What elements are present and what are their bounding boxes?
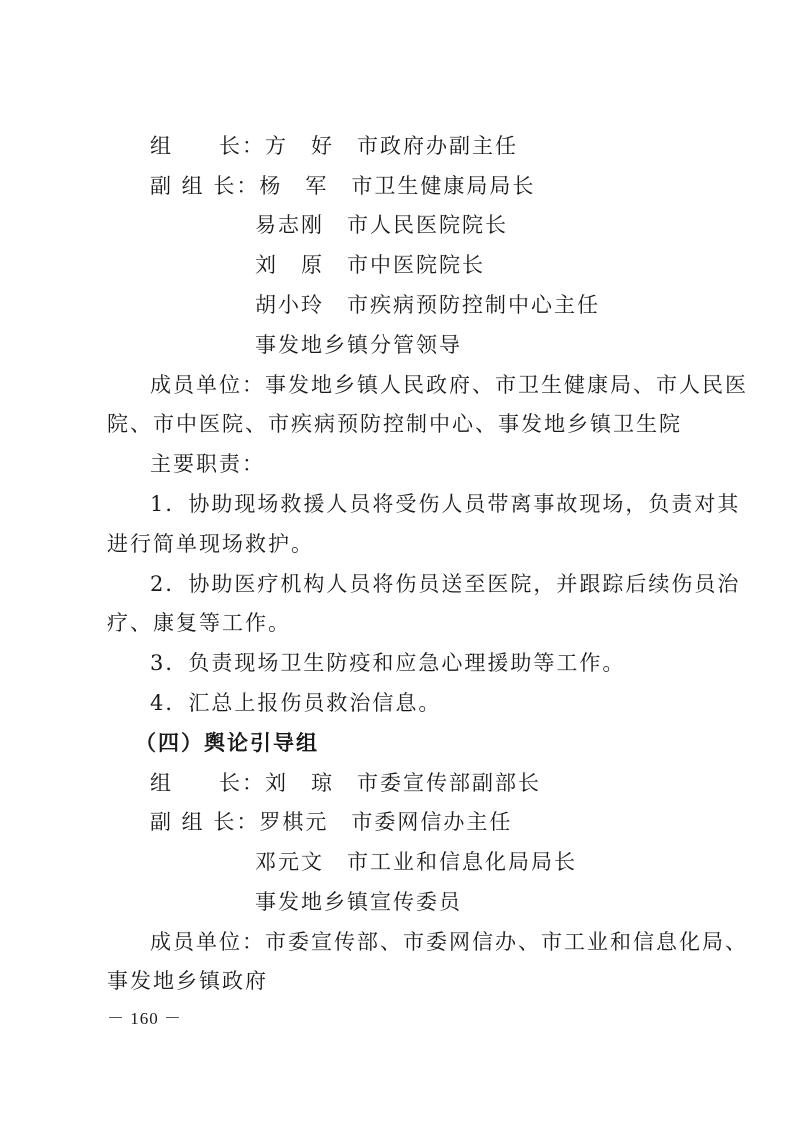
deputy-name-line: 刘 原 市中医院院长 — [255, 253, 485, 277]
deputy-name-line: 事发地乡镇分管领导 — [255, 333, 462, 357]
deputy-name-line: 易志刚 市人民医院院长 — [255, 213, 508, 237]
duty-item-4: 4．汇总上报伤员救治信息。 — [150, 691, 442, 715]
deputy-name-line: 事发地乡镇宣传委员 — [255, 890, 462, 914]
deputy-name-line: 胡小玲 市疾病预防控制中心主任 — [255, 293, 600, 317]
page-number: － 160 － — [107, 1009, 182, 1028]
leader-line-medical: 组 长：方 好 市政府办副主任 — [150, 134, 518, 158]
section-heading-public-opinion: （四）舆论引导组 — [135, 731, 319, 755]
deputy-leader-line-opinion: 副 组 长：罗棋元 市委网信办主任 — [150, 810, 513, 834]
member-units-line: 成员单位：市委宣传部、市委网信办、市工业和信息化局、 — [150, 930, 748, 954]
member-units-line: 成员单位：事发地乡镇人民政府、市卫生健康局、市人民医 — [150, 373, 748, 397]
member-units-continuation: 院、市中医院、市疾病预防控制中心、事发地乡镇卫生院 — [107, 412, 682, 436]
deputy-name-line: 邓元文 市工业和信息化局局长 — [255, 850, 577, 874]
member-units-continuation: 事发地乡镇政府 — [107, 969, 268, 993]
duties-label: 主要职责： — [150, 452, 265, 476]
duty-item-2: 2．协助医疗机构人员将伤员送至医院，并跟踪后续伤员治 — [150, 572, 741, 596]
deputy-leader-line-medical: 副 组 长：杨 军 市卫生健康局局长 — [150, 174, 536, 198]
duty-item-3: 3．负责现场卫生防疫和应急心理援助等工作。 — [150, 651, 626, 675]
leader-line-opinion: 组 长：刘 琼 市委宣传部副部长 — [150, 771, 541, 795]
duty-item-2-continuation: 疗、康复等工作。 — [107, 611, 291, 635]
duty-item-1: 1．协助现场救援人员将受伤人员带离事故现场，负责对其 — [150, 492, 741, 516]
duty-item-1-continuation: 进行简单现场救护。 — [107, 532, 314, 556]
